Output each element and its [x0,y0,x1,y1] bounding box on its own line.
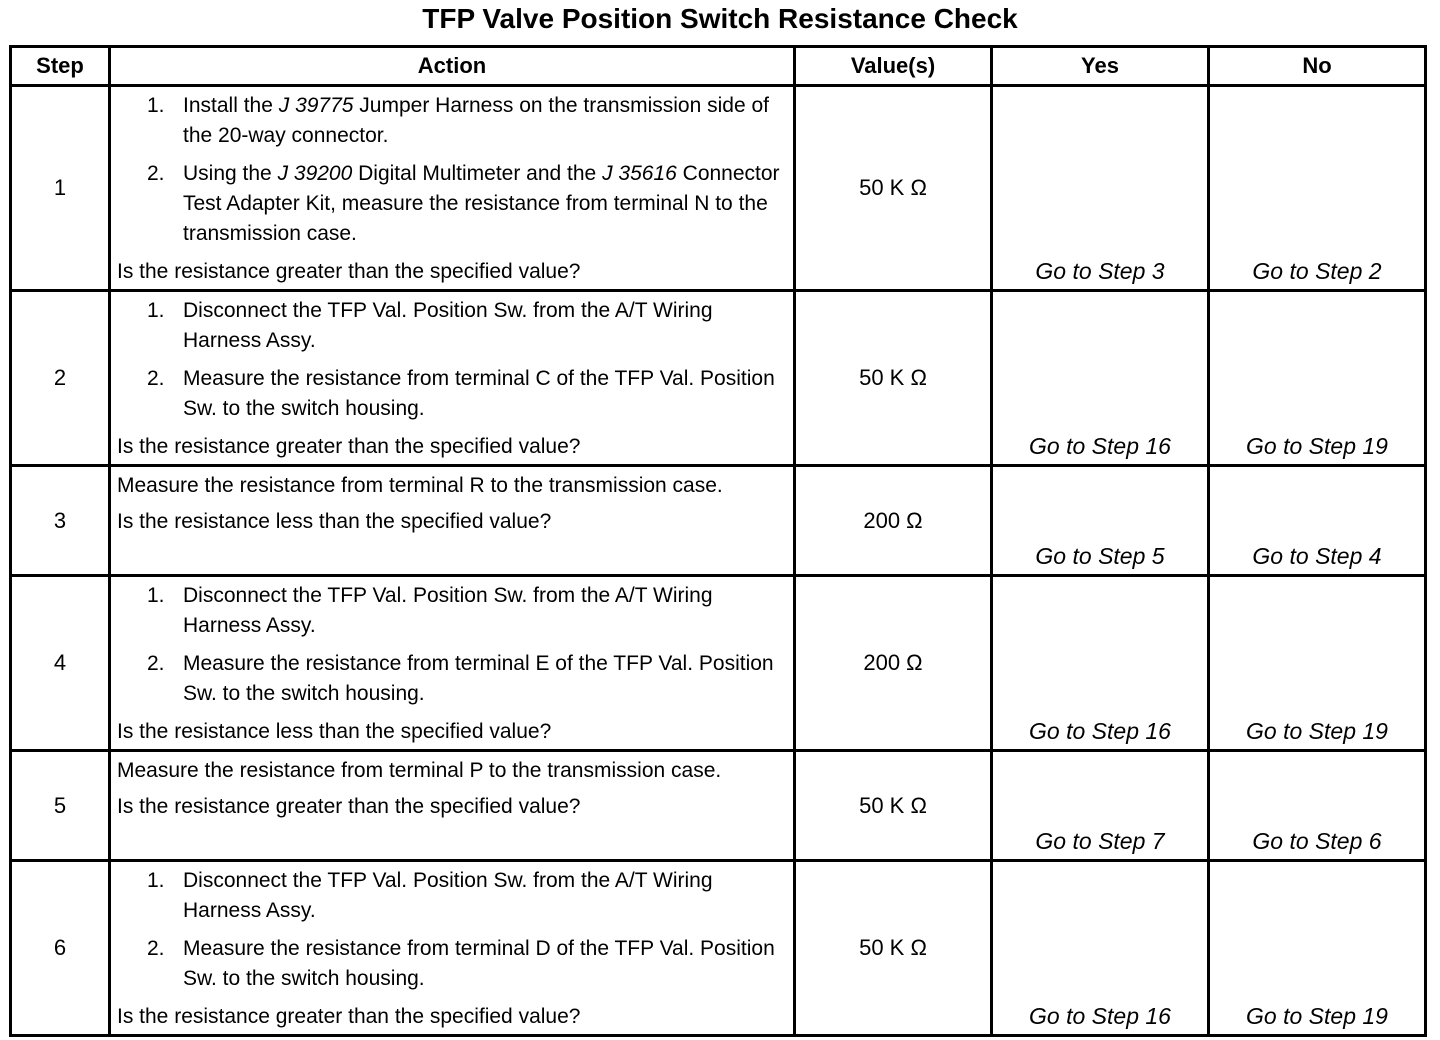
step-number: 6 [11,861,110,1036]
yes-result: Go to Step 7 [992,751,1209,861]
action-cell [110,576,795,751]
spec-value: 50 K Ω [795,861,992,1036]
action-substep: 2. Measure the resistance from terminal D of the TFP Val. Position Sw. to the switch housing. [147,937,775,990]
action-cell [110,751,795,861]
no-result: Go to Step 4 [1209,466,1426,576]
spec-value: 50 K Ω [795,86,992,291]
yes-result: Go to Step 16 [992,576,1209,751]
action-cell [110,861,795,1036]
table-row [11,466,1426,576]
action-substep: 2. Using the J 39200 Digital Multimeter and the J 35616 Connector Test Adapter Kit, measure the resistance from terminal N to the transmission case. [147,162,780,245]
step-number: 3 [11,466,110,576]
header-action: Action [110,47,795,86]
page-title: TFP Valve Position Switch Resistance Check [422,3,1018,34]
action-substep: 1. Install the J 39775 Jumper Harness on the transmission side of the 20-way connector. [147,94,769,147]
header-yes: Yes [992,47,1209,86]
action-substep: 2. Measure the resistance from terminal E of the TFP Val. Position Sw. to the switch housing. [147,652,774,705]
action-cell [110,466,795,576]
action-text: Measure the resistance from terminal R to the transmission case. [117,474,723,497]
no-result: Go to Step 19 [1209,576,1426,751]
yes-result: Go to Step 16 [992,861,1209,1036]
tool-reference: J 39775 [278,94,354,117]
header-value: Value(s) [795,47,992,86]
action-substep: 2. Measure the resistance from terminal C of the TFP Val. Position Sw. to the switch housing. [147,367,775,420]
yes-result: Go to Step 16 [992,291,1209,466]
yes-result: Go to Step 3 [992,86,1209,291]
spec-value: 200 Ω [795,576,992,751]
step-number: 2 [11,291,110,466]
action-cell [110,291,795,466]
table-row [11,291,1426,466]
tool-reference: J 35616 [602,162,677,185]
no-result: Go to Step 2 [1209,86,1426,291]
action-substep: 1. Disconnect the TFP Val. Position Sw. from the A/T Wiring Harness Assy. [147,584,713,637]
action-question: Is the resistance less than the specified value? [117,720,552,743]
tool-reference: J 39200 [277,162,353,185]
action-substep: 1. Disconnect the TFP Val. Position Sw. from the A/T Wiring Harness Assy. [147,869,713,922]
header-row [11,47,1426,86]
spec-value: 50 K Ω [795,291,992,466]
no-result: Go to Step 19 [1209,861,1426,1036]
header-no: No [1209,47,1426,86]
action-text: Measure the resistance from terminal P to the transmission case. [117,759,722,782]
no-result: Go to Step 19 [1209,291,1426,466]
step-number: 4 [11,576,110,751]
action-question: Is the resistance greater than the specified value? [117,435,581,458]
table-row [11,86,1426,291]
header-step: Step [11,47,110,86]
action-substep: 1. Disconnect the TFP Val. Position Sw. from the A/T Wiring Harness Assy. [147,299,713,352]
spec-value: 50 K Ω [795,751,992,861]
action-question: Is the resistance greater than the specified value? [117,795,581,818]
table-row [11,576,1426,751]
yes-result: Go to Step 5 [992,466,1209,576]
step-number: 5 [11,751,110,861]
resistance-check-table [9,45,1427,1037]
action-question: Is the resistance greater than the specified value? [117,1005,581,1028]
action-cell [110,86,795,291]
action-question: Is the resistance greater than the specified value? [117,260,581,283]
table-row [11,861,1426,1036]
table-row [11,751,1426,861]
action-question: Is the resistance less than the specified value? [117,510,552,533]
no-result: Go to Step 6 [1209,751,1426,861]
step-number: 1 [11,86,110,291]
spec-value: 200 Ω [795,466,992,576]
